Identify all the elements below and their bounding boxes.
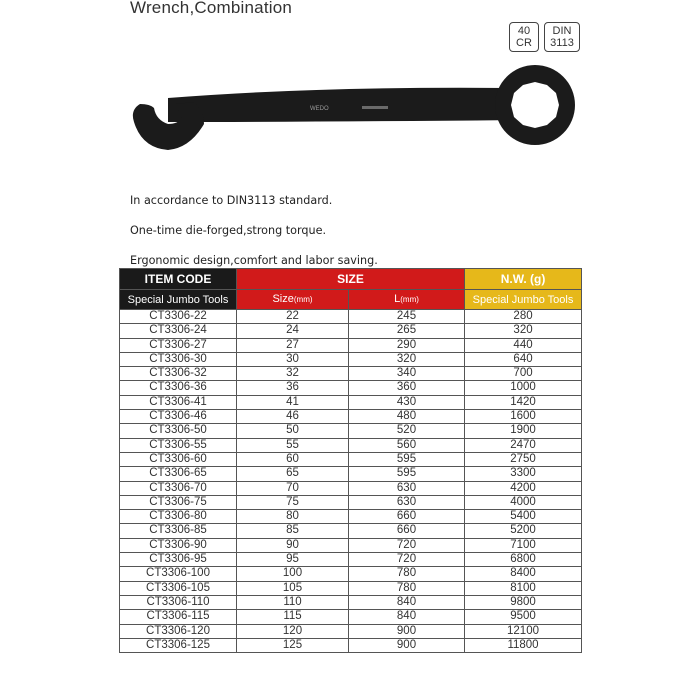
cell-size: 46 (237, 410, 349, 424)
description-line: One-time die-forged,strong torque. (130, 224, 327, 237)
cell-net-weight: 6800 (465, 553, 582, 567)
cell-size: 120 (237, 624, 349, 638)
cell-item-code: CT3306-30 (120, 352, 237, 366)
wrench-handle (168, 88, 516, 122)
cell-length: 720 (349, 553, 465, 567)
table-row (120, 324, 582, 338)
cell-size: 30 (237, 352, 349, 366)
page-title: Wrench,Combination (130, 0, 293, 17)
table-row (120, 381, 582, 395)
description-line: In accordance to DIN3113 standard. (130, 194, 333, 207)
cell-net-weight: 440 (465, 338, 582, 352)
cell-length: 630 (349, 481, 465, 495)
cell-item-code: CT3306-90 (120, 538, 237, 552)
cell-size: 85 (237, 524, 349, 538)
cell-item-code: CT3306-110 (120, 595, 237, 609)
badge-standard-bottom: 3113 (550, 37, 574, 49)
cell-length: 630 (349, 495, 465, 509)
cell-item-code: CT3306-32 (120, 367, 237, 381)
subheader-size-unit: (mm) (293, 295, 313, 304)
cell-item-code: CT3306-125 (120, 638, 237, 652)
table-row (120, 352, 582, 366)
cell-length: 720 (349, 538, 465, 552)
cell-net-weight: 4000 (465, 495, 582, 509)
cell-length: 780 (349, 567, 465, 581)
standard-badge-icon (544, 22, 580, 52)
cell-item-code: CT3306-22 (120, 310, 237, 324)
cell-size: 55 (237, 438, 349, 452)
cell-item-code: CT3306-85 (120, 524, 237, 538)
cell-item-code: CT3306-27 (120, 338, 237, 352)
table-row (120, 410, 582, 424)
subheader-length (349, 290, 465, 310)
subheader-length-unit: (mm) (400, 295, 419, 304)
cell-size: 41 (237, 395, 349, 409)
cell-length: 780 (349, 581, 465, 595)
cell-net-weight: 8400 (465, 567, 582, 581)
cell-item-code: CT3306-80 (120, 510, 237, 524)
cell-item-code: CT3306-100 (120, 567, 237, 581)
cell-net-weight: 1600 (465, 410, 582, 424)
cell-size: 27 (237, 338, 349, 352)
table-row (120, 610, 582, 624)
cell-length: 340 (349, 367, 465, 381)
cell-item-code: CT3306-65 (120, 467, 237, 481)
spec-table-body (120, 310, 582, 653)
cell-size: 36 (237, 381, 349, 395)
table-row (120, 424, 582, 438)
cell-length: 900 (349, 624, 465, 638)
cell-item-code: CT3306-70 (120, 481, 237, 495)
cell-net-weight: 280 (465, 310, 582, 324)
cell-net-weight: 640 (465, 352, 582, 366)
table-header-row (120, 269, 582, 290)
cell-item-code: CT3306-120 (120, 624, 237, 638)
cell-length: 560 (349, 438, 465, 452)
cell-item-code: CT3306-50 (120, 424, 237, 438)
description-line: Ergonomic design,comfort and labor saving. (130, 254, 378, 267)
cell-net-weight: 1000 (465, 381, 582, 395)
table-row (120, 510, 582, 524)
cell-size: 60 (237, 452, 349, 466)
cell-size: 70 (237, 481, 349, 495)
cell-net-weight: 2750 (465, 452, 582, 466)
cell-net-weight: 320 (465, 324, 582, 338)
wrench-size-stamp (362, 106, 388, 109)
cell-size: 115 (237, 610, 349, 624)
cell-item-code: CT3306-41 (120, 395, 237, 409)
cell-item-code: CT3306-36 (120, 381, 237, 395)
table-row (120, 395, 582, 409)
subheader-size-label: Size (272, 293, 294, 305)
cell-size: 90 (237, 538, 349, 552)
cell-length: 320 (349, 352, 465, 366)
cell-length: 840 (349, 610, 465, 624)
header-item-code: ITEM CODE (120, 269, 237, 290)
cell-item-code: CT3306-46 (120, 410, 237, 424)
subheader-net-weight: Special Jumbo Tools (465, 290, 582, 310)
cell-net-weight: 1900 (465, 424, 582, 438)
cell-item-code: CT3306-95 (120, 553, 237, 567)
cell-length: 290 (349, 338, 465, 352)
cell-size: 32 (237, 367, 349, 381)
cell-length: 245 (349, 310, 465, 324)
table-row (120, 581, 582, 595)
table-row (120, 367, 582, 381)
table-row (120, 495, 582, 509)
cell-length: 480 (349, 410, 465, 424)
table-row (120, 567, 582, 581)
table-row (120, 452, 582, 466)
cell-size: 80 (237, 510, 349, 524)
subheader-item: Special Jumbo Tools (120, 290, 237, 310)
cell-size: 75 (237, 495, 349, 509)
table-row (120, 467, 582, 481)
cell-item-code: CT3306-24 (120, 324, 237, 338)
badge-standard-top: DIN (552, 25, 572, 37)
cell-net-weight: 9800 (465, 595, 582, 609)
cell-length: 660 (349, 524, 465, 538)
cell-length: 595 (349, 467, 465, 481)
cell-size: 125 (237, 638, 349, 652)
cell-size: 65 (237, 467, 349, 481)
spec-table (119, 268, 582, 653)
subheader-size (237, 290, 349, 310)
table-row (120, 553, 582, 567)
cell-size: 95 (237, 553, 349, 567)
cell-size: 105 (237, 581, 349, 595)
cell-net-weight: 5200 (465, 524, 582, 538)
table-subheader-row (120, 290, 582, 310)
subheader-length-label: L (394, 293, 401, 305)
cell-net-weight: 9500 (465, 610, 582, 624)
cell-size: 50 (237, 424, 349, 438)
cell-length: 660 (349, 510, 465, 524)
table-row (120, 538, 582, 552)
cell-size: 110 (237, 595, 349, 609)
cell-net-weight: 12100 (465, 624, 582, 638)
table-row (120, 595, 582, 609)
table-row (120, 638, 582, 652)
cell-net-weight: 1420 (465, 395, 582, 409)
cell-item-code: CT3306-105 (120, 581, 237, 595)
cell-net-weight: 700 (465, 367, 582, 381)
cell-item-code: CT3306-55 (120, 438, 237, 452)
cell-size: 24 (237, 324, 349, 338)
material-badge-icon (509, 22, 539, 52)
combination-wrench-image (120, 64, 580, 169)
cell-net-weight: 4200 (465, 481, 582, 495)
cell-length: 360 (349, 381, 465, 395)
cell-length: 900 (349, 638, 465, 652)
table-row (120, 438, 582, 452)
cell-net-weight: 11800 (465, 638, 582, 652)
cell-net-weight: 2470 (465, 438, 582, 452)
badge-material-bottom: CR (516, 37, 532, 49)
badge-material-top: 40 (517, 25, 531, 37)
header-net-weight: N.W. (g) (465, 269, 582, 290)
cell-item-code: CT3306-75 (120, 495, 237, 509)
cell-size: 100 (237, 567, 349, 581)
cell-net-weight: 8100 (465, 581, 582, 595)
cell-length: 265 (349, 324, 465, 338)
table-row (120, 481, 582, 495)
cell-net-weight: 7100 (465, 538, 582, 552)
cell-size: 22 (237, 310, 349, 324)
cell-length: 595 (349, 452, 465, 466)
cell-item-code: CT3306-60 (120, 452, 237, 466)
cell-net-weight: 5400 (465, 510, 582, 524)
cell-length: 840 (349, 595, 465, 609)
table-row (120, 338, 582, 352)
header-size: SIZE (237, 269, 465, 290)
cell-item-code: CT3306-115 (120, 610, 237, 624)
table-row (120, 310, 582, 324)
cell-length: 520 (349, 424, 465, 438)
table-row (120, 624, 582, 638)
cell-length: 430 (349, 395, 465, 409)
cell-net-weight: 3300 (465, 467, 582, 481)
wrench-brand-mark: WEDO (310, 106, 329, 112)
table-row (120, 524, 582, 538)
